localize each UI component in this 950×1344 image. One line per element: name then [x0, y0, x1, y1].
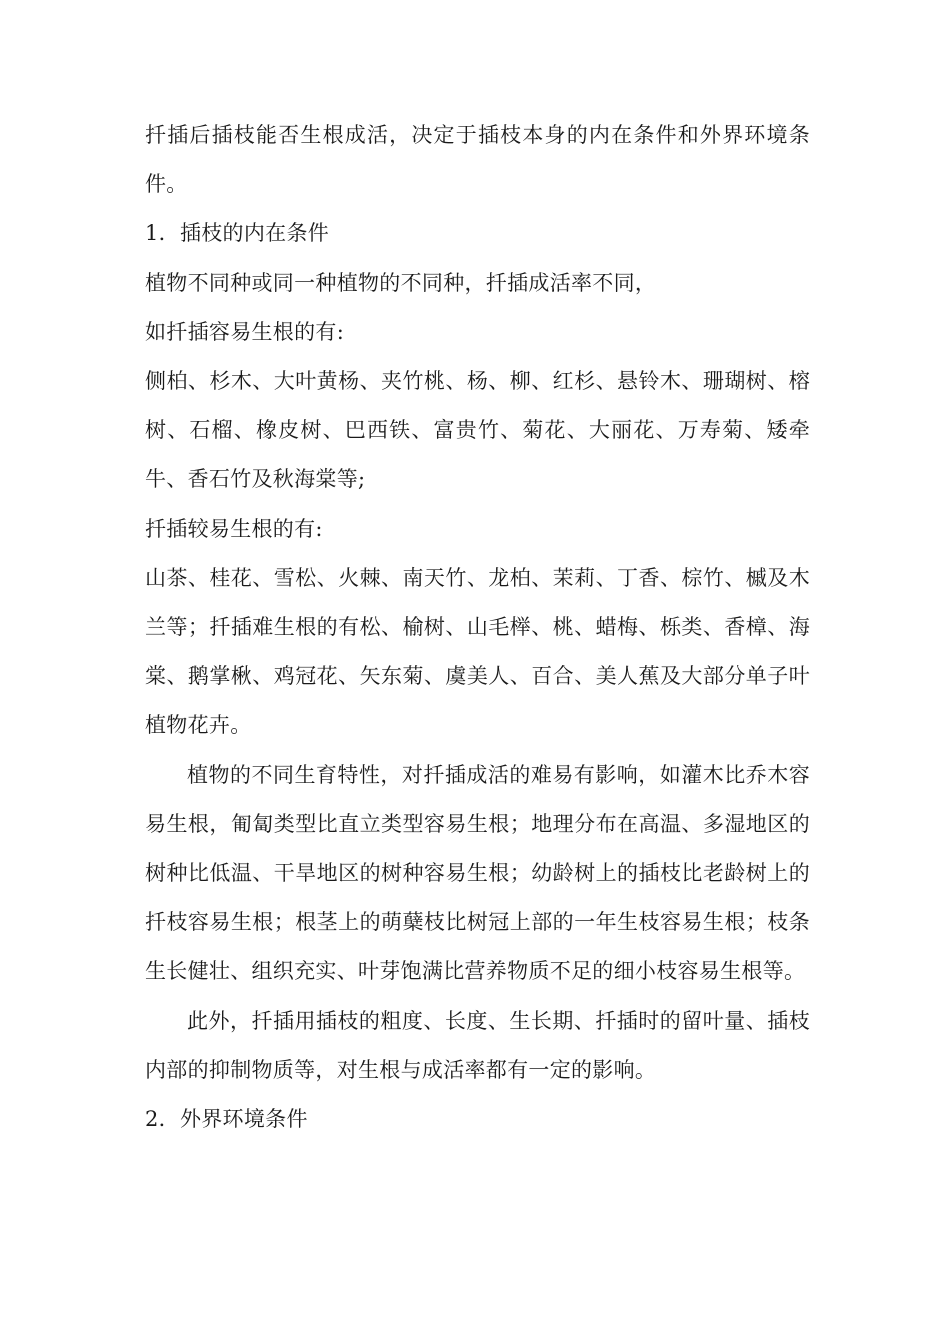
paragraph-easy-rooting-list: 侧柏、杉木、大叶黄杨、夹竹桃、杨、柳、红杉、悬铃木、珊瑚树、榕树、石榴、橡皮树、巴西铁、富贵竹、菊花、大丽花、万寿菊、矮牵牛、香石竹及秋海棠等;: [145, 369, 810, 492]
paragraph-success-rate: 植物不同种或同一种植物的不同种，扦插成活率不同，: [145, 270, 657, 295]
document-body: [145, 111, 810, 1144]
paragraph-fairly-easy-list: 山茶、桂花、雪松、火棘、南天竹、龙柏、茉莉、丁香、棕竹、槭及木兰等；扦插难生根的有松、榆树、山毛榉、桃、蜡梅、栎类、香樟、海棠、鹅掌楸、鸡冠花、矢东菊、虞美人、百合、美人蕉及大部分单子叶植物花卉。: [145, 565, 810, 738]
section-heading-external-conditions: 2．外界环境条件: [145, 1107, 308, 1132]
paragraph-easy-rooting-label: 如扦插容易生根的有:: [145, 319, 345, 344]
paragraph-cutting-factors: 此外，扦插用插枝的粗度、长度、生长期、扦插时的留叶量、插枝内部的抑制物质等，对生根与成活率都有一定的影响。: [145, 1008, 810, 1082]
section-heading-internal-conditions: 1．插枝的内在条件: [145, 221, 330, 246]
paragraph-fairly-easy-label: 扦插较易生根的有:: [145, 516, 323, 541]
paragraph-growth-traits: 植物的不同生育特性，对扦插成活的难易有影响，如灌木比乔木容易生根，匍匐类型比直立类型容易生根；地理分布在高温、多湿地区的树种比低温、干旱地区的树种容易生根；幼龄树上的插枝比老龄树上的扦枝容易生根；根茎上的萌蘖枝比树冠上部的一年生枝容易生根；枝条生长健壮、组织充实、叶芽饱满比营养物质不足的细小枝容易生根等。: [145, 762, 810, 984]
intro-paragraph: 扦插后插枝能否生根成活，决定于插枝本身的内在条件和外界环境条件。: [145, 123, 810, 197]
